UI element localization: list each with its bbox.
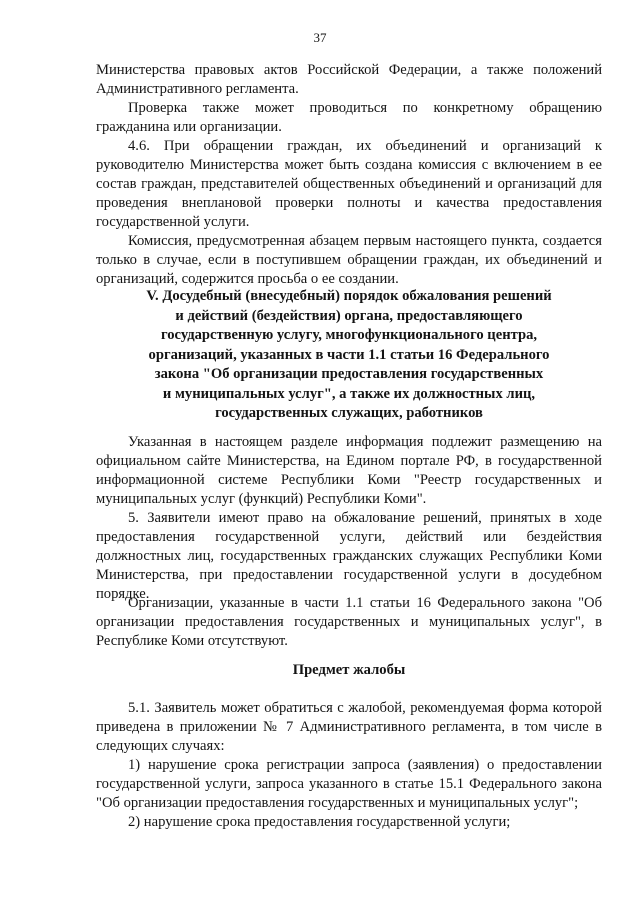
text-block-organizations — [96, 594, 602, 651]
paragraph: Указанная в настоящем разделе информация подлежит размещению на официальном сайте Министерства, на Едином портале РФ, в государственной информационной системе Республики Коми "Реестр государственных и муниципальных услуг (функций) Республики Коми". — [96, 434, 602, 507]
section-heading — [96, 287, 602, 424]
subheading-text: Предмет жалобы — [292, 662, 406, 678]
heading-line: государственных служащих, работников — [215, 405, 483, 421]
heading-line: государственную услугу, многофункционального центра, — [160, 327, 538, 343]
text-block-appeal-rights — [96, 433, 602, 604]
paragraph: Организации, указанные в части 1.1 статьи 16 Федерального закона "Об организации предоставления государственных и муниципальных услуг", в Республике Коми отсутствуют. — [96, 595, 602, 649]
subheading-complaint-subject — [96, 661, 602, 681]
paragraph: Министерства правовых актов Российской Федерации, а также положений Административного регламента. — [96, 62, 602, 97]
page-number: 37 — [313, 30, 327, 45]
heading-line: организаций, указанных в части 1.1 статьи 16 Федерального — [148, 346, 550, 363]
paragraph: 1) нарушение срока регистрации запроса (заявления) о предоставлении государственной услуги, запроса указанного в статье 15.1 Федерального закона "Об организации предоставления государственных и муниципальных услуг"; — [96, 757, 602, 811]
heading-line: V. Досудебный (внесудебный) порядок обжалования решений — [146, 288, 552, 304]
paragraph: 4.6. При обращении граждан, их объединений и организаций к руководителю Министерства может быть создана комиссия с включением в ее состав граждан, представителей общественных объединений и организаций для проведения внеплановой проверки полноты и качества предоставления государственной услуги. — [96, 138, 602, 230]
text-block-inspection — [96, 61, 602, 289]
paragraph: 2) нарушение срока предоставления государственной услуги; — [128, 814, 511, 830]
paragraph: 5.1. Заявитель может обратиться с жалобой, рекомендуемая форма которой приведена в приложении № 7 Административного регламента, в том числе в следующих случаях: — [96, 700, 602, 754]
heading-line: и действий (бездействия) органа, предоставляющего — [175, 307, 523, 324]
paragraph: Проверка также может проводиться по конкретному обращению гражданина или организации. — [96, 100, 602, 135]
text-block-complaint-cases — [96, 699, 602, 832]
paragraph: 5. Заявители имеют право на обжалование решений, принятых в ходе предоставления государственной услуги, действий или бездействия должностных лиц, государственных гражданских служащих Республики Коми Министерства, при предоставлении государственной услуги в досудебном порядке. — [96, 510, 602, 602]
paragraph: Комиссия, предусмотренная абзацем первым настоящего пункта, создается только в случае, если в поступившем обращении граждан, их объединений и организаций, содержится просьба о ее создании. — [96, 233, 602, 287]
heading-line: закона "Об организации предоставления государственных — [154, 366, 544, 382]
heading-line: и муниципальных услуг", а также их должностных лиц, — [162, 385, 536, 402]
